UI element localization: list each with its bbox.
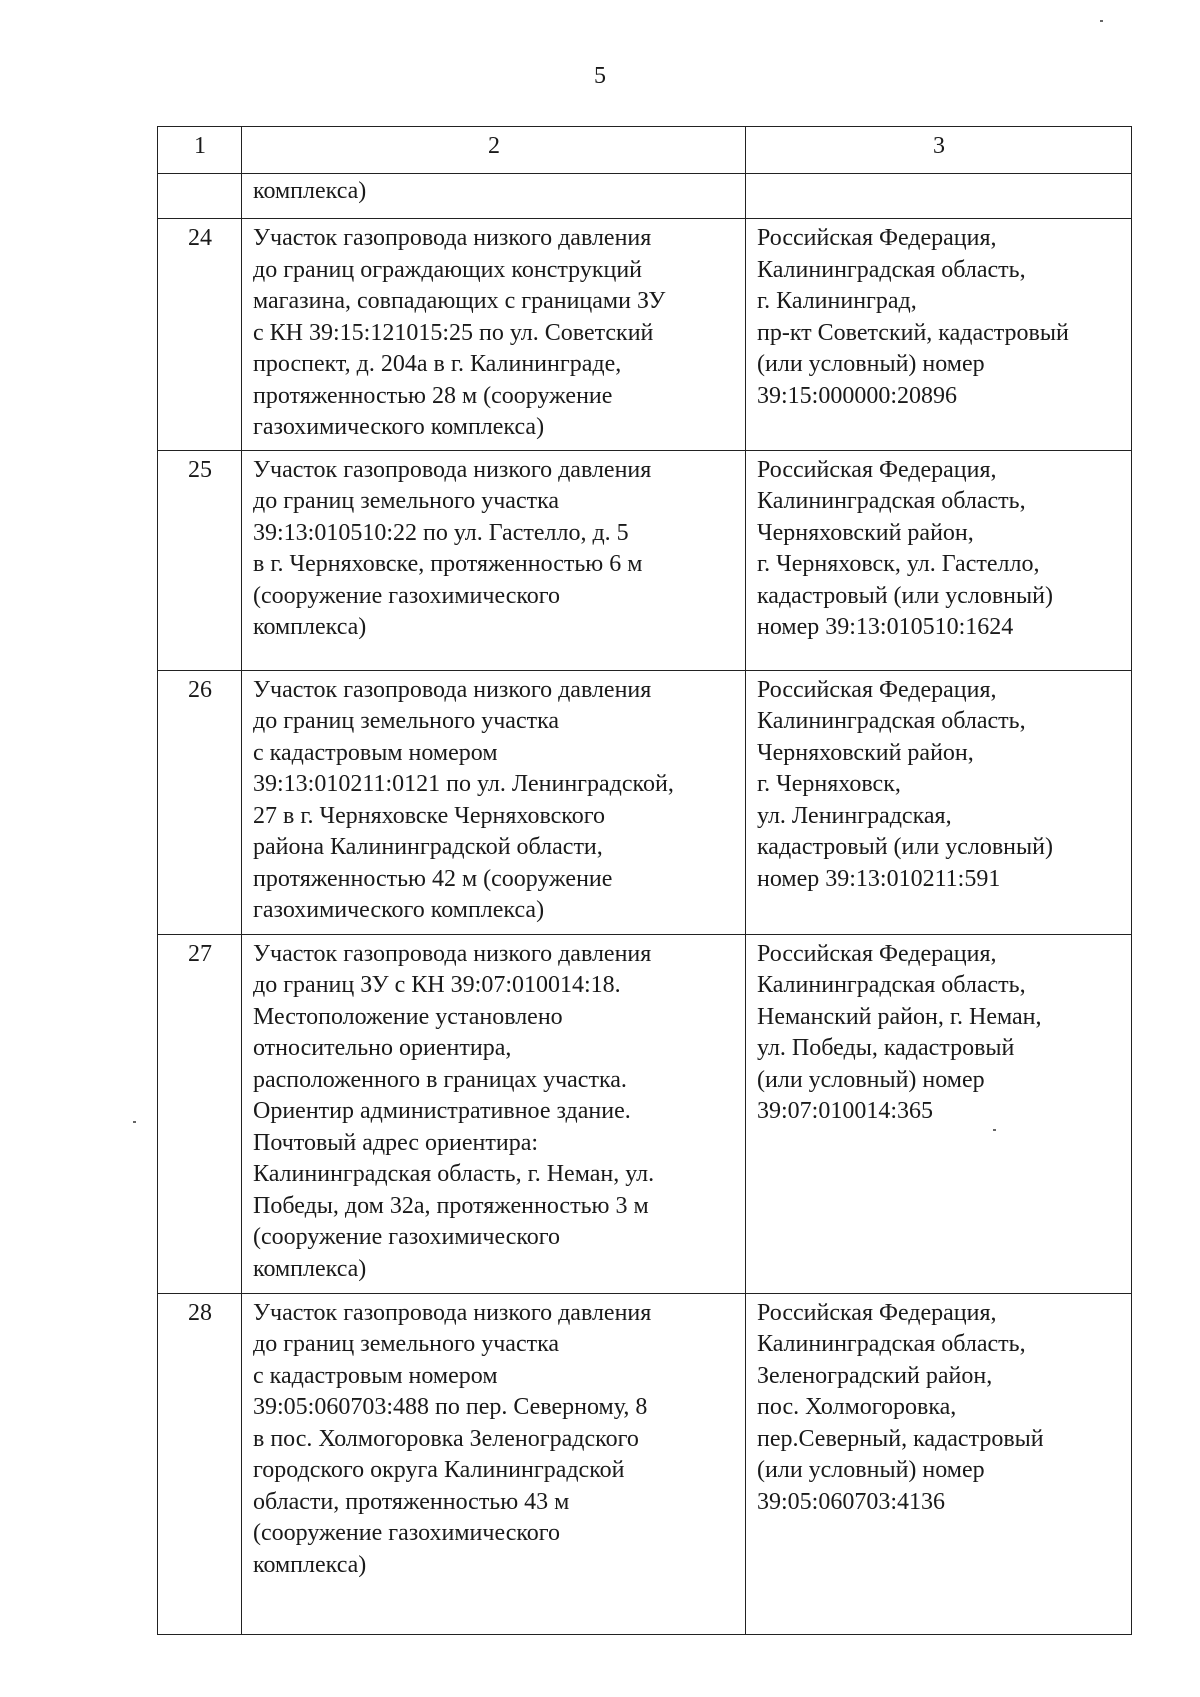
object-description-line: протяженностью 42 м (сооружение [253, 865, 613, 892]
object-description-line: магазина, совпадающих с границами ЗУ [253, 288, 666, 314]
object-description-cell [242, 1293, 746, 1634]
object-description-line: до границ ЗУ с КН 39:07:010014:18. [253, 972, 621, 998]
address-line: г. Черняховск, ул. Гастелло, [757, 551, 1040, 577]
table-row [158, 450, 1132, 670]
object-description-line: Победы, дом 32а, протяженностью 3 м [253, 1192, 649, 1219]
object-description-cell [242, 450, 746, 670]
address-cell [746, 670, 1132, 934]
object-description-line: Ориентир административное здание. [253, 1098, 631, 1124]
address-line: (или условный) номер [757, 1066, 985, 1093]
address-line: кадастровый (или условный) [757, 582, 1053, 609]
address-line: 39:15:000000:20896 [757, 382, 958, 409]
table-row [158, 1293, 1132, 1634]
object-description-line: комплекса) [253, 1551, 367, 1578]
object-description-line: 39:13:010510:22 по ул. Гастелло, д. 5 [253, 519, 629, 546]
object-description-line: Участок газопровода низкого давления [253, 1299, 652, 1326]
address-line: Калининградская область, [757, 708, 1026, 734]
column-number-3: 3 [746, 127, 1132, 174]
row-number-cell [158, 174, 242, 219]
address-line: Черняховский район, [757, 519, 974, 546]
address-line: Калининградская область, [757, 1331, 1026, 1357]
address-cell [746, 174, 1132, 219]
address-line: 39:05:060703:4136 [757, 1488, 946, 1515]
object-description-cell [242, 670, 746, 934]
row-number-cell: 28 [158, 1293, 242, 1634]
object-description-line: Участок газопровода низкого давления [253, 676, 652, 703]
scan-speck [993, 1129, 996, 1131]
object-description-line: до границ земельного участка [253, 488, 560, 514]
object-description-line: в г. Черняховске, протяженностью 6 м [253, 551, 643, 577]
address-cell [746, 450, 1132, 670]
object-description-line: 27 в г. Черняховске Черняховского [253, 802, 605, 829]
object-description-line: Почтовый адрес ориентира: [253, 1129, 539, 1156]
address-line: ул. Ленинградская, [757, 802, 952, 829]
address-line: Черняховский район, [757, 739, 974, 766]
object-description-line: проспект, д. 204а в г. Калининграде, [253, 351, 622, 377]
scan-speck [133, 1121, 136, 1123]
object-description-cell [242, 219, 746, 451]
column-number-2: 2 [242, 127, 746, 174]
address-line: Калининградская область, [757, 256, 1026, 283]
object-description-line: Калининградская область, г. Неман, ул. [253, 1161, 655, 1187]
address-line: Российская Федерация, [757, 225, 997, 251]
object-description-line: газохимического комплекса) [253, 414, 545, 440]
address-line: ул. Победы, кадастровый [757, 1035, 1015, 1061]
address-line: Неманский район, г. Неман, [757, 1003, 1042, 1030]
address-line: Калининградская область, [757, 488, 1026, 514]
object-description-cell [242, 934, 746, 1293]
table-row [158, 670, 1132, 934]
object-description-line: с кадастровым номером [253, 739, 498, 766]
object-description-line: (сооружение газохимического [253, 582, 561, 609]
address-line: номер 39:13:010211:591 [757, 865, 1001, 892]
object-description-line: в пос. Холмогоровка Зеленоградского [253, 1425, 639, 1452]
address-line: пр-кт Советский, кадастровый [757, 319, 1069, 346]
address-line: пер.Северный, кадастровый [757, 1425, 1044, 1452]
scan-speck [1100, 20, 1103, 22]
address-line: г. Черняховск, [757, 771, 901, 797]
table-header-row [158, 127, 1132, 174]
address-line: (или условный) номер [757, 1457, 985, 1483]
table-row [158, 934, 1132, 1293]
address-line: Российская Федерация, [757, 1299, 997, 1326]
object-description-line: до границ земельного участка [253, 1331, 560, 1357]
object-description-line: 39:05:060703:488 по пер. Северному, 8 [253, 1394, 648, 1420]
address-cell [746, 219, 1132, 451]
object-description-line: комплекса) [253, 1255, 367, 1282]
address-line: г. Калининград, [757, 288, 917, 314]
object-description-line: с кадастровым номером [253, 1362, 498, 1389]
table-row [158, 219, 1132, 451]
row-number-cell: 25 [158, 450, 242, 670]
row-number-cell: 26 [158, 670, 242, 934]
object-description-line: Участок газопровода низкого давления [253, 940, 652, 967]
registry-table [157, 126, 1132, 1635]
object-description-line: до границ земельного участка [253, 708, 560, 734]
address-cell [746, 1293, 1132, 1634]
object-description-line: расположенного в границах участка. [253, 1066, 627, 1093]
object-description-cell [242, 174, 746, 219]
address-line: Зеленоградский район, [757, 1362, 993, 1389]
object-description-line: Местоположение установлено [253, 1003, 563, 1030]
object-description-line: газохимического комплекса) [253, 897, 545, 923]
address-line: номер 39:13:010510:1624 [757, 614, 1014, 640]
row-number-cell: 27 [158, 934, 242, 1293]
object-description-line: до границ ограждающих конструкций [253, 256, 643, 283]
object-description-line: области, протяженностью 43 м [253, 1488, 570, 1515]
object-description-line: района Калининградской области, [253, 834, 603, 860]
object-description-line: комплекса) [253, 614, 367, 640]
object-description-line: 39:13:010211:0121 по ул. Ленинградской, [253, 771, 674, 797]
object-description-line: с КН 39:15:121015:25 по ул. Советский [253, 319, 654, 346]
object-description-line: протяженностью 28 м (сооружение [253, 382, 613, 409]
page-number: 5 [594, 63, 606, 89]
address-line: Калининградская область, [757, 972, 1026, 998]
address-line: пос. Холмогоровка, [757, 1394, 957, 1420]
address-line: Российская Федерация, [757, 456, 997, 483]
address-line: (или условный) номер [757, 351, 985, 377]
address-cell [746, 934, 1132, 1293]
address-line: Российская Федерация, [757, 676, 997, 703]
address-line: кадастровый (или условный) [757, 834, 1053, 860]
column-number-1: 1 [158, 127, 242, 174]
table-row-continuation [158, 174, 1132, 219]
object-description-line: Участок газопровода низкого давления [253, 225, 652, 251]
object-description-line: Участок газопровода низкого давления [253, 456, 652, 483]
object-description-line: (сооружение газохимического [253, 1520, 561, 1546]
object-description-line: (сооружение газохимического [253, 1224, 561, 1250]
object-description-line: относительно ориентира, [253, 1035, 512, 1061]
object-description-line: комплекса) [253, 178, 367, 204]
address-line: 39:07:010014:365 [757, 1098, 934, 1124]
address-line: Российская Федерация, [757, 940, 997, 967]
object-description-line: городского округа Калининградской [253, 1457, 625, 1483]
row-number-cell: 24 [158, 219, 242, 451]
